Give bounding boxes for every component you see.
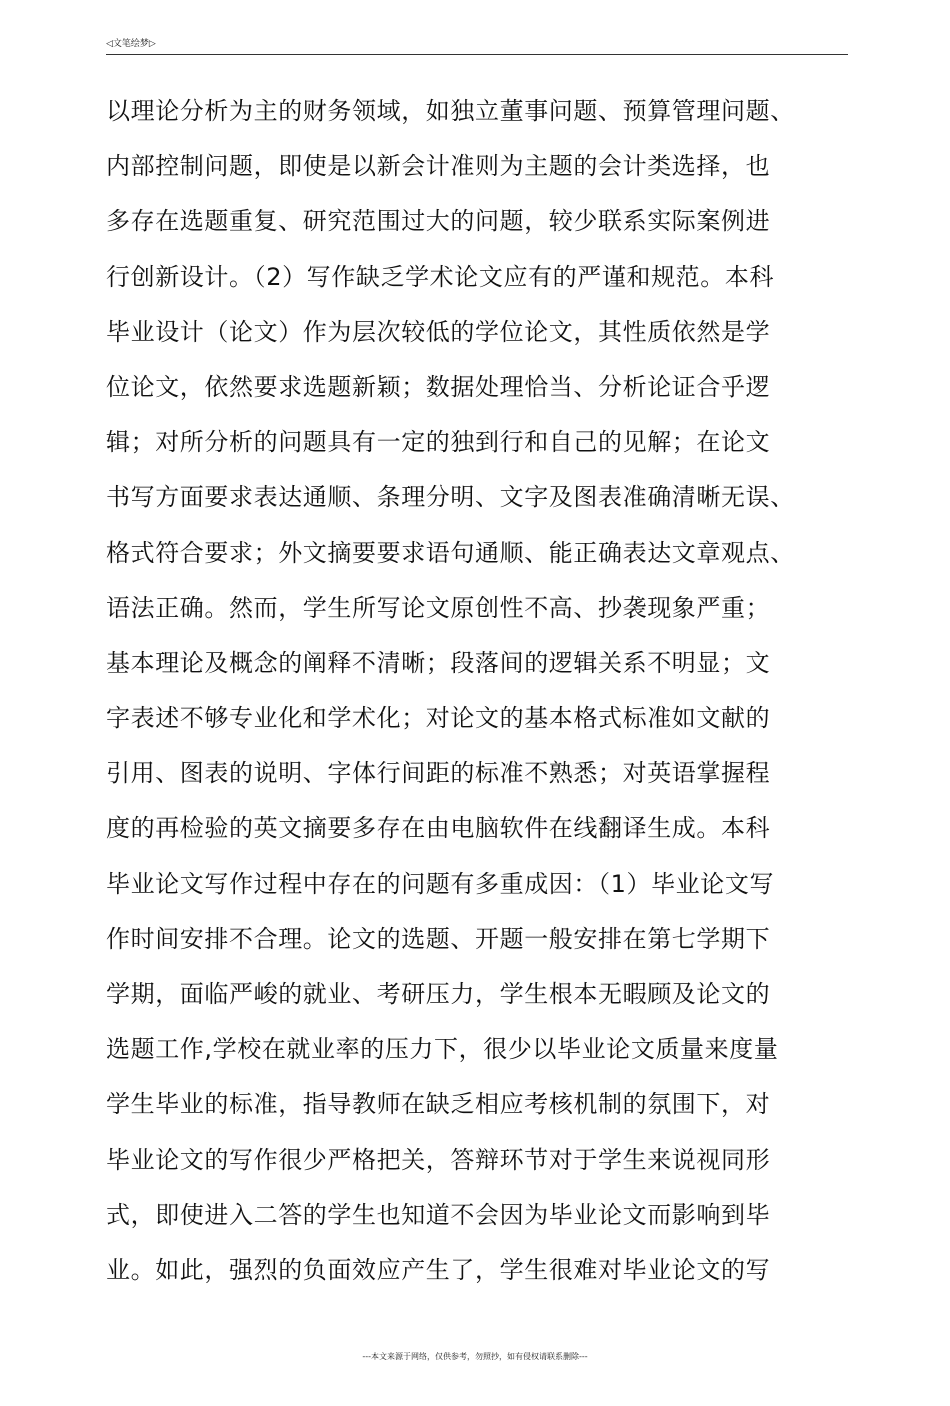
- body-line: 选题工作,学校在就业率的压力下，很少以毕业论文质量来度量: [106, 1035, 779, 1064]
- body-line: 位论文，依然要求选题新颖；数据处理恰当、分析论证合乎逻: [106, 372, 771, 401]
- page-header: ◁文笔绘梦▷: [106, 39, 156, 49]
- body-line: 内部控制问题，即使是以新会计准则为主题的会计类选择，也: [106, 152, 771, 181]
- body-line: 毕业论文写作过程中存在的问题有多重成因：（1）毕业论文写: [106, 869, 775, 898]
- body-line: 格式符合要求；外文摘要要求语句通顺、能正确表达文章观点、: [106, 538, 795, 567]
- page-footer: ---本文来源于网络，仅供参考，勿照抄，如有侵权请联系删除---: [362, 1352, 588, 1361]
- body-line: 行创新设计。（2）写作缺乏学术论文应有的严谨和规范。本科: [106, 262, 775, 291]
- body-line: 基本理论及概念的阐释不清晰；段落间的逻辑关系不明显；文: [106, 648, 771, 677]
- body-line: 引用、图表的说明、字体行间距的标准不熟悉；对英语掌握程: [106, 759, 771, 788]
- body-line: 业。如此，强烈的负面效应产生了，学生很难对毕业论文的写: [106, 1255, 771, 1284]
- header-divider: [106, 54, 848, 55]
- document-body: [106, 88, 866, 1302]
- body-line: 作时间安排不合理。论文的选题、开题一般安排在第七学期下: [106, 924, 771, 953]
- body-line: 多存在选题重复、研究范围过大的问题，较少联系实际案例进: [106, 207, 771, 236]
- body-line: 学期，面临严峻的就业、考研压力，学生根本无暇顾及论文的: [106, 980, 771, 1008]
- body-line: 度的再检验的英文摘要多存在由电脑软件在线翻译生成。本科: [106, 814, 771, 843]
- body-line: 以理论分析为主的财务领域，如独立董事问题、预算管理问题、: [106, 97, 795, 125]
- body-line: 辑；对所分析的问题具有一定的独到行和自己的见解；在论文: [106, 428, 771, 457]
- body-line: 字表述不够专业化和学术化；对论文的基本格式标准如文献的: [106, 704, 771, 733]
- body-line: 学生毕业的标准，指导教师在缺乏相应考核机制的氛围下，对: [106, 1090, 771, 1119]
- body-line: 书写方面要求表达通顺、条理分明、文字及图表准确清晰无误、: [106, 483, 795, 512]
- body-line: 语法正确。然而，学生所写论文原创性不高、抄袭现象严重；: [106, 593, 771, 622]
- body-line: 毕业设计（论文）作为层次较低的学位论文，其性质依然是学: [106, 317, 771, 346]
- body-line: 毕业论文的写作很少严格把关，答辩环节对于学生来说视同形: [106, 1145, 771, 1174]
- body-line: 式，即使进入二答的学生也知道不会因为毕业论文而影响到毕: [106, 1200, 771, 1229]
